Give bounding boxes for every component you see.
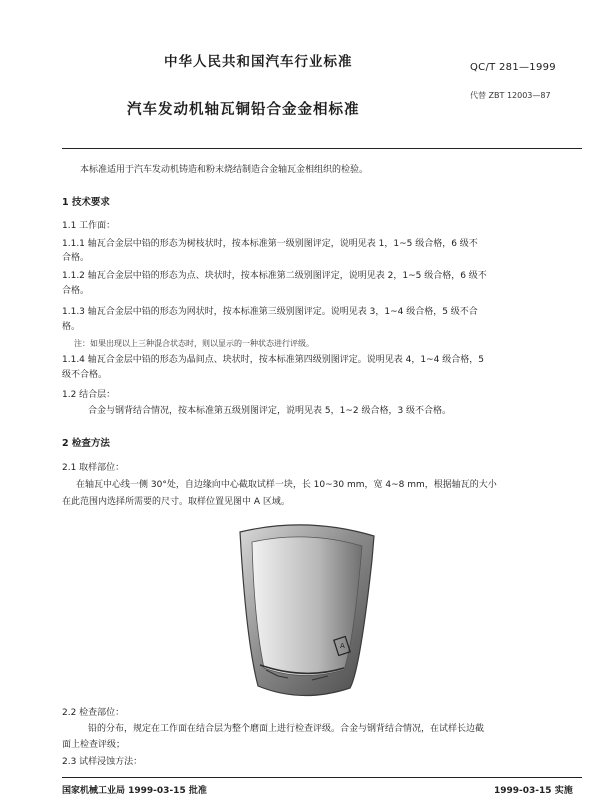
clause-1-1-2-line1: 1.1.2 轴瓦合金层中铅的形态为点、块状时，按本标准第二级别图评定，说明见表 2，1~5 级合格，6 级不 [62,271,487,281]
section-2-heading: 2 检查方法 [62,438,110,449]
clause-1-2: 1.2 结合层： [62,390,116,400]
standard-number: QC/T 281—1999 [470,62,556,73]
clause-2-1-line1: 在轴瓦中心线一侧 30°处，自边缘向中心截取试样一块，长 10~30 mm，宽 4~8 mm，根据轴瓦的大小 [76,480,497,490]
clause-1-1-3-line2: 格。 [62,322,81,332]
replaces-note: 代替 ZBT 12003—87 [470,91,551,100]
footer-approval: 国家机械工业局 1999-03-15 批准 [62,786,207,796]
clause-2-3: 2.3 试样浸蚀方法： [62,757,143,767]
clause-2-2-line1: 铅的分布，规定在工作面在结合层为整个磨面上进行检查评级。合金与钢背结合情况，在试样长边截 [88,724,485,734]
clause-1-1-4-line2: 级不合格。 [62,370,108,380]
clause-2-1-line2: 在此范围内选择所需要的尺寸。取样位置见图中 A 区域。 [62,497,290,507]
clause-2-2: 2.2 检查部位： [62,708,125,718]
clause-1-1-1-line2: 合格。 [62,253,90,263]
section-1-heading: 1 技术要求 [62,197,110,208]
clause-1-1: 1.1 工作面： [62,221,116,231]
header-rule [62,148,582,149]
bearing-shell-figure [232,520,382,705]
clause-1-2-text: 合金与钢背结合情况，按本标准第五级别图评定，说明见表 5，1~2 级合格，3 级不合格。 [88,406,452,416]
clause-2-1: 2.1 取样部位： [62,463,125,473]
clause-1-1-3-line1: 1.1.3 轴瓦合金层中铅的形态为网状时，按本标准第三级别图评定。说明见表 3，1~4 级合格，5 级不合 [62,307,478,317]
footer-rule [62,777,582,778]
document-title: 汽车发动机轴瓦铜铅合金金相标准 [127,102,360,118]
clause-1-1-2-line2: 合格。 [62,286,90,296]
note: 注：如果出现以上三种混合状态时，则以显示的一种状态进行评级。 [74,339,314,348]
org-title: 中华人民共和国汽车行业标准 [164,54,353,70]
clause-2-2-line2: 面上检查评级； [62,740,126,750]
clause-1-1-1-line1: 1.1.1 轴瓦合金层中铅的形态为树枝状时，按本标准第一级别图评定，说明见表 1，1~5 级合格，6 级不 [62,239,478,249]
figure-label-a: A [340,642,345,650]
clause-1-1-4-line1: 1.1.4 轴瓦合金层中铅的形态为晶间点、块状时，按本标准第四级别图评定。说明见表 4，1~4 级合格，5 [62,355,484,365]
intro-paragraph: 本标准适用于汽车发动机铸造和粉末烧结制造合金轴瓦金相组织的检验。 [80,165,369,175]
footer-implementation: 1999-03-15 实施 [494,786,573,796]
